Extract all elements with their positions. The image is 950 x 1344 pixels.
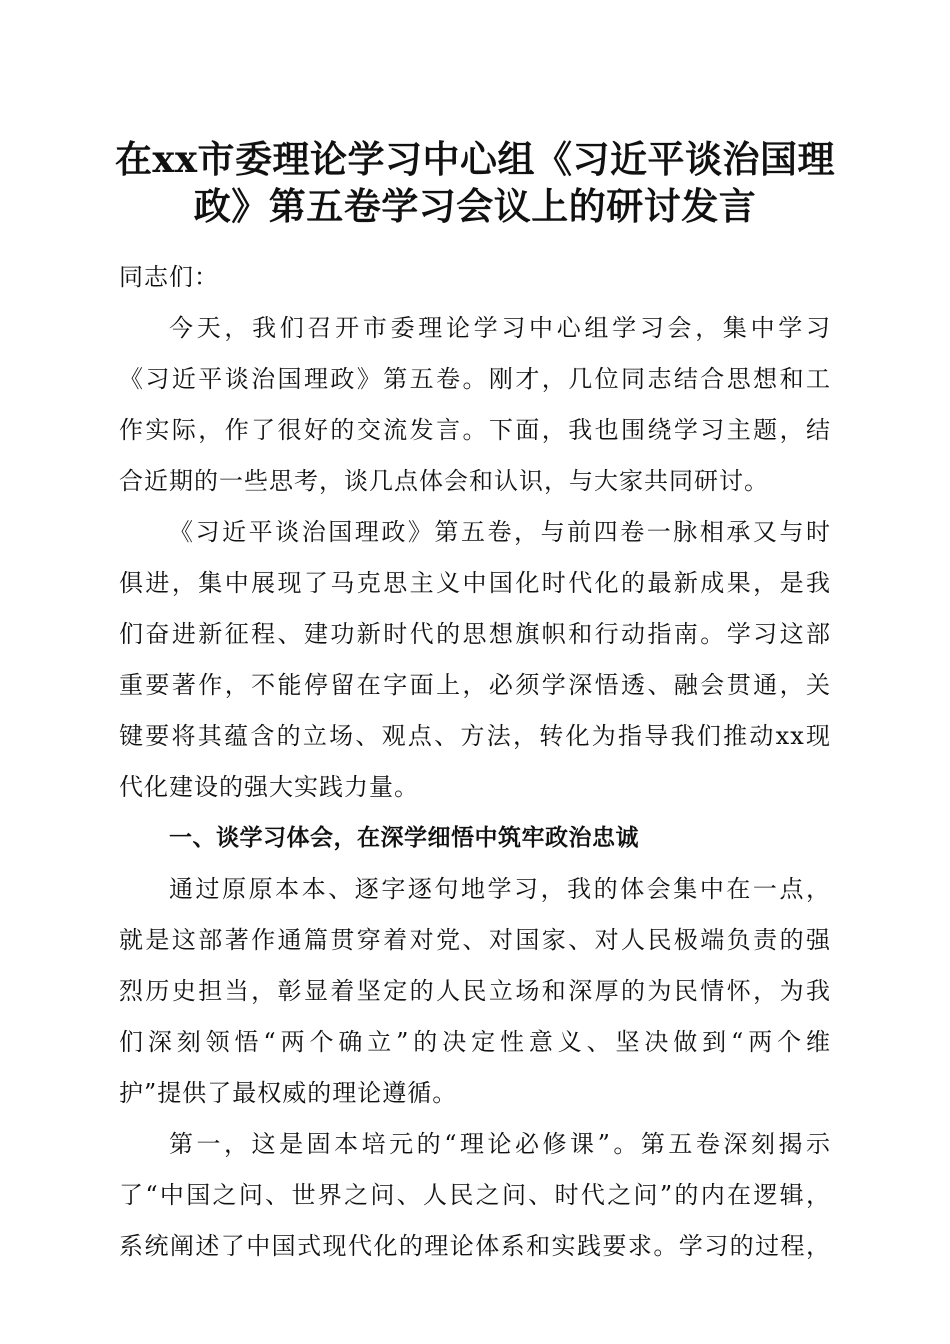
paragraph-line: 烈历史担当，彰显着坚定的人民立场和深厚的为民情怀，为我 [119, 977, 831, 1005]
paragraph-line: 代化建设的强大实践力量。 [119, 773, 419, 801]
paragraph-line: 第一，这是固本培元的“理论必修课”。第五卷深刻揭示 [169, 1130, 831, 1158]
paragraph-line: 护”提供了最权威的理论遵循。 [119, 1079, 458, 1107]
paragraph-line: 们奋进新征程、建功新时代的思想旗帜和行动指南。学习这部 [119, 620, 831, 648]
title-line-2: 政》第五卷学习会议上的研讨发言 [193, 184, 757, 228]
paragraph-line: 就是这部著作通篇贯穿着对党、对国家、对人民极端负责的强 [119, 926, 831, 954]
salutation: 同志们： [119, 263, 219, 291]
paragraph-4 [119, 1119, 831, 1272]
paragraph-line: 《习近平谈治国理政》第五卷。刚才，几位同志结合思想和工 [119, 365, 831, 393]
paragraph-3 [119, 864, 831, 1119]
paragraph-line: 键要将其蕴含的立场、观点、方法，转化为指导我们推动xx现 [119, 722, 831, 750]
paragraph-1 [119, 303, 831, 507]
paragraph-line: 通过原原本本、逐字逐句地学习，我的体会集中在一点， [169, 875, 831, 903]
paragraph-2 [119, 507, 831, 813]
paragraph-line: 作实际，作了很好的交流发言。下面，我也围绕学习主题，结 [119, 416, 831, 444]
document-title [110, 136, 840, 230]
paragraph-line: 今天，我们召开市委理论学习中心组学习会，集中学习 [169, 314, 831, 342]
paragraph-line: 了“中国之问、世界之问、人民之问、时代之问”的内在逻辑， [119, 1181, 831, 1209]
paragraph-line: 重要著作，不能停留在字面上，必须学深悟透、融会贯通，关 [119, 671, 831, 699]
paragraph-line: 俱进，集中展现了马克思主义中国化时代化的最新成果，是我 [119, 569, 831, 597]
paragraph-line: 系统阐述了中国式现代化的理论体系和实践要求。学习的过程， [119, 1232, 831, 1260]
section-heading-1: 一、谈学习体会，在深学细悟中筑牢政治忠诚 [169, 825, 639, 851]
document-body [119, 252, 831, 1272]
paragraph-line: 们深刻领悟“两个确立”的决定性意义、坚决做到“两个维 [119, 1028, 831, 1056]
paragraph-line: 《习近平谈治国理政》第五卷，与前四卷一脉相承又与时 [169, 518, 831, 546]
paragraph-line: 合近期的一些思考，谈几点体会和认识，与大家共同研讨。 [119, 467, 769, 495]
title-line-1: 在xx市委理论学习中心组《习近平谈治国理 [114, 137, 836, 181]
